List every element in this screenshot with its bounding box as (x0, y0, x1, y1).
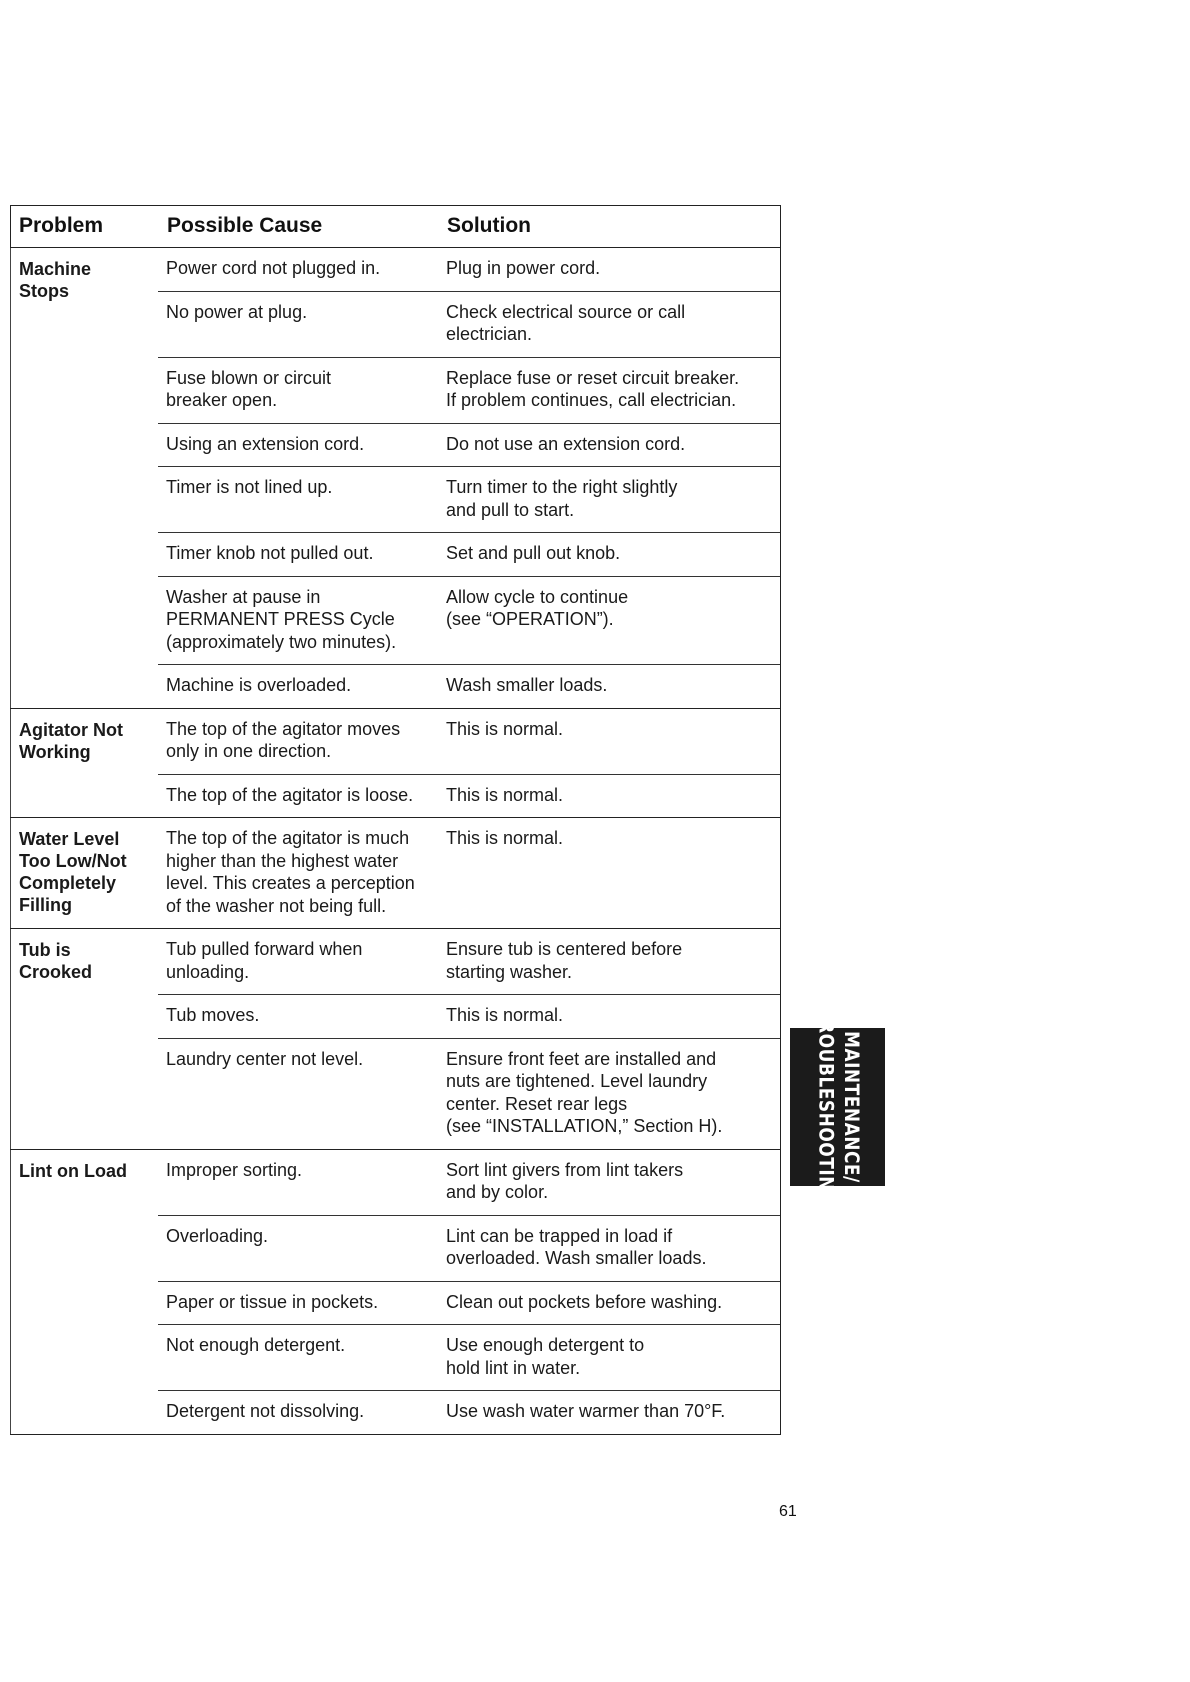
cause-solution-rows (158, 709, 780, 818)
possible-cause-cell: Not enough detergent. (166, 1335, 346, 1355)
possible-cause-cell: Improper sorting. (166, 1159, 303, 1180)
header-possible-cause: Possible Cause (167, 214, 323, 237)
table-top-rule (10, 205, 780, 206)
table-row (158, 995, 780, 1039)
header-problem: Problem (19, 214, 104, 237)
solution-cell: Ensure tub is centered before starting washer. (446, 939, 683, 982)
possible-cause-cell: Power cord not plugged in. (166, 258, 381, 278)
solution-cell: Turn timer to the right slightly and pull to start. (446, 477, 678, 520)
problem-group (10, 1150, 780, 1435)
possible-cause-cell: Detergent not dissolving. (166, 1401, 365, 1421)
table-header (10, 205, 780, 248)
solution-cell: Lint can be trapped in load if overloaded. Wash smaller loads. (446, 1225, 707, 1268)
table-row (158, 709, 780, 775)
possible-cause-cell: Fuse blown or circuit breaker open. (166, 367, 332, 410)
solution-cell: Sort lint givers from lint takers and by color. (446, 1159, 684, 1202)
problem-group (10, 248, 780, 709)
table-row (158, 292, 780, 358)
table-body (10, 248, 780, 1435)
possible-cause-cell: Washer at pause in PERMANENT PRESS Cycle (approximately two minutes). (166, 586, 397, 652)
possible-cause-cell: Paper or tissue in pockets. (166, 1291, 379, 1312)
page-number: 61 (779, 1503, 797, 1520)
section-tab-label: MAINTENANCE/ TROUBLESHOOTING (813, 1008, 862, 1206)
problem-label: Water Level Too Low/Not Completely Filling (10, 818, 158, 928)
possible-cause-cell: Tub pulled forward when unloading. (166, 939, 363, 982)
possible-cause-cell: The top of the agitator is much higher than the highest water level. This creates a perception of the washer not being full. (166, 828, 415, 916)
possible-cause-cell: The top of the agitator moves only in one direction. (166, 718, 401, 761)
cause-solution-rows (158, 1150, 780, 1434)
possible-cause-cell: Overloading. (166, 1225, 269, 1246)
problem-label: Lint on Load (10, 1150, 158, 1434)
solution-cell: Allow cycle to continue (see “OPERATION”). (446, 586, 629, 629)
table-row (158, 1216, 780, 1282)
possible-cause-cell: Using an extension cord. (166, 433, 365, 454)
table-row (158, 533, 780, 577)
table-row (158, 1391, 780, 1434)
troubleshooting-table (10, 205, 781, 1435)
section-tab-maintenance-troubleshooting (790, 1008, 885, 1206)
table-row (158, 1282, 780, 1326)
problem-group (10, 709, 780, 819)
solution-cell: Clean out pockets before washing. (446, 1291, 723, 1312)
solution-cell: Replace fuse or reset circuit breaker. If problem continues, call electrician. (446, 367, 740, 410)
solution-cell: This is normal. (446, 784, 564, 805)
table-row (158, 665, 780, 708)
header-solution: Solution (447, 214, 531, 237)
possible-cause-cell: Tub moves. (166, 1005, 260, 1025)
solution-cell: Wash smaller loads. (446, 675, 608, 695)
problem-label: Agitator Not Working (10, 709, 158, 818)
solution-cell: This is normal. (446, 1005, 564, 1025)
problem-group (10, 818, 780, 929)
solution-cell: Check electrical source or call electrician. (446, 301, 686, 344)
solution-cell: Set and pull out knob. (446, 543, 621, 563)
possible-cause-cell: Timer knob not pulled out. (166, 543, 374, 563)
cause-solution-rows (158, 248, 780, 708)
cause-solution-rows (158, 818, 780, 928)
solution-cell: Do not use an extension cord. (446, 433, 686, 454)
possible-cause-cell: The top of the agitator is loose. (166, 784, 414, 805)
possible-cause-cell: Timer is not lined up. (166, 477, 333, 497)
solution-cell: This is normal. (446, 718, 564, 739)
possible-cause-cell: Machine is overloaded. (166, 675, 352, 695)
solution-cell: Ensure front feet are installed and nuts are tightened. Level laundry center. Reset rear legs (see “INSTALLATION,” Section H). (446, 1048, 723, 1136)
possible-cause-cell: Laundry center not level. (166, 1048, 364, 1069)
solution-cell: Use enough detergent to hold lint in water. (446, 1335, 645, 1378)
solution-cell: Plug in power cord. (446, 258, 601, 278)
table-row (158, 467, 780, 533)
cause-solution-rows (158, 929, 780, 1149)
table-row (158, 424, 780, 468)
table-row (158, 1150, 780, 1216)
table-row (158, 358, 780, 424)
table-row (158, 577, 780, 666)
problem-label: Tub is Crooked (10, 929, 158, 1149)
table-row (158, 929, 780, 995)
problem-group (10, 929, 780, 1150)
solution-cell: This is normal. (446, 828, 564, 848)
table-row (158, 818, 780, 928)
problem-label: Machine Stops (10, 248, 158, 708)
table-row (158, 1039, 780, 1149)
table-row (158, 775, 780, 818)
table-row (158, 1325, 780, 1391)
table-row (158, 248, 780, 292)
possible-cause-cell: No power at plug. (166, 301, 308, 322)
solution-cell: Use wash water warmer than 70°F. (446, 1401, 726, 1421)
